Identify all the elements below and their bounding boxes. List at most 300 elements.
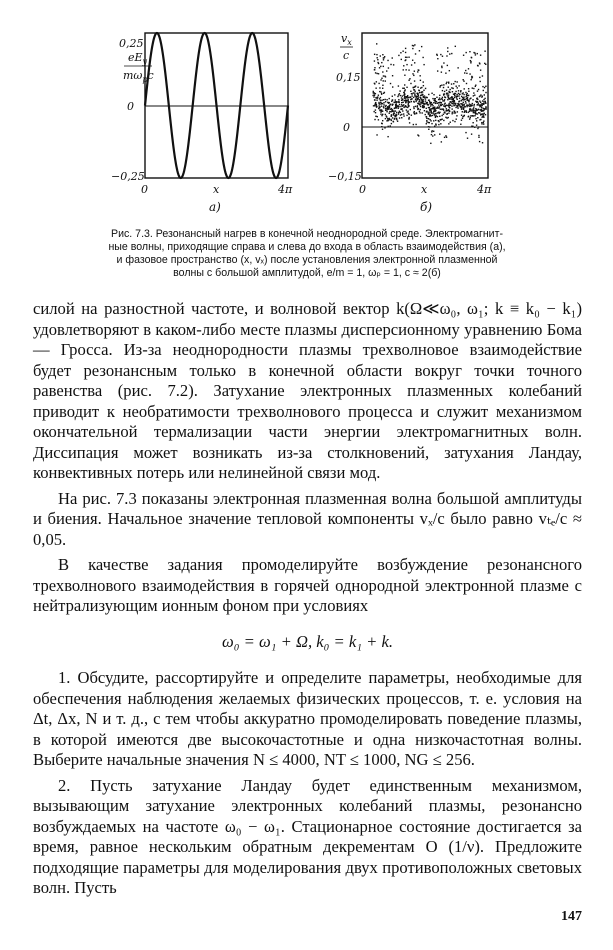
scatter-point [483,108,484,109]
scatter-point [431,111,432,112]
scatter-point [445,72,446,73]
scatter-point [469,118,470,119]
scatter-point [458,101,459,102]
scatter-point [441,119,442,120]
scatter-point [380,100,381,101]
scatter-point [439,116,440,117]
scatter-point [396,101,397,102]
scatter-point [429,122,430,123]
scatter-point [436,101,437,102]
scatter-point [446,82,447,83]
scatter-point [463,55,464,56]
scatter-point [462,97,463,98]
scatter-point [437,55,438,56]
scatter-point [427,104,428,105]
scatter-point [373,105,374,106]
scatter-point [465,52,466,53]
scatter-point [456,118,457,119]
scatter-point [406,109,407,110]
scatter-point [419,112,420,113]
scatter-point [377,116,378,117]
scatter-point [437,107,438,108]
scatter-point [463,96,464,97]
scatter-point [443,105,444,106]
scatter-point [454,121,455,122]
scatter-point [435,120,436,121]
scatter-point [447,51,448,52]
scatter-point [410,97,411,98]
scatter-point [406,115,407,116]
scatter-point [430,105,431,106]
scatter-point [474,104,475,105]
scatter-point [462,111,463,112]
formula-resonance: ω₀ = ω₁ + Ω, k₀ = k₁ + k. [221,631,394,651]
caption-line: ные волны, приходящие справа и слева до входа в область взаимодействия (а), [108,241,506,253]
scatter-point [474,111,475,112]
scatter-point [432,112,433,113]
scatter-point [454,105,455,106]
scatter-point [456,81,457,82]
scatter-point [383,80,384,81]
scatter-point [451,96,452,97]
scatter-point [482,100,483,101]
scatter-point [426,121,427,122]
scatter-point [424,97,425,98]
scatter-point [414,80,415,81]
scatter-point [440,102,441,103]
scatter-point [417,103,418,104]
paragraph-1: силой на разностной частоте, и волновой вектор k(Ω≪ω₀, ω₁; k ≡ k₀ − k₁) удовлетворяют в каком-либо месте плазмы дисперсионному уравнению Бома — Гросса. Из-за неоднородности плазмы трехволновое взаимодействие будет резонансным только в конечной области вокруг точки точного равенства (рис. 7.2). Затухание электронных плазменных колебаний приводит к необратимости трехволнового процесса и служит механизмом окончательной термализации части энергии электромагнитных волн. Диссипация может возникать из-за столкновений, затухания Ландау, конвективных потерь или нелинейной связи мод. [33,299,582,482]
right-panel-label: б) [420,200,433,214]
scatter-point [475,85,476,86]
scatter-point [458,95,459,96]
scatter-point [383,66,384,67]
scatter-point [457,87,458,88]
scatter-point [424,110,425,111]
scatter-point [378,107,379,108]
scatter-point [466,112,467,113]
scatter-point [420,102,421,103]
scatter-point [378,73,379,74]
scatter-point [385,114,386,115]
body-text [33,299,582,904]
scatter-point [442,56,443,57]
scatter-point [451,99,452,100]
scatter-point [408,69,409,70]
scatter-point [438,124,439,125]
scatter-point [398,112,399,113]
scatter-point [449,53,450,54]
scatter-point [389,119,390,120]
scatter-point [472,108,473,109]
scatter-point [426,111,427,112]
scatter-point [452,88,453,89]
scatter-point [397,121,398,122]
scatter-point [413,101,414,102]
scatter-point [439,86,440,87]
left-panel-label: a) [209,200,221,214]
scatter-point [420,80,421,81]
scatter-point [381,115,382,116]
scatter-point [448,109,449,110]
scatter-point [423,64,424,65]
scatter-point [411,95,412,96]
scatter-point [408,99,409,100]
scatter-point [421,112,422,113]
scatter-point [398,113,399,114]
scatter-point [420,109,421,110]
scatter-point [481,123,482,124]
scatter-point [402,51,403,52]
scatter-point [483,99,484,100]
scatter-point [426,108,427,109]
scatter-point [448,123,449,124]
scatter-point [457,111,458,112]
scatter-point [449,89,450,90]
scatter-point [432,108,433,109]
scatter-point [418,70,419,71]
scatter-point [446,90,447,91]
scatter-point [376,54,377,55]
scatter-point [377,59,378,60]
scatter-point [482,86,483,87]
scatter-point [404,106,405,107]
scatter-point [468,99,469,100]
scatter-point [439,99,440,100]
scatter-point [473,52,474,53]
scatter-point [446,94,447,95]
scatter-point [406,87,407,88]
scatter-point [430,109,431,110]
scatter-point [455,91,456,92]
scatter-point [451,83,452,84]
scatter-point [446,83,447,84]
scatter-point [406,57,407,58]
scatter-point [383,75,384,76]
scatter-point [461,100,462,101]
scatter-point [383,106,384,107]
scatter-point [479,141,480,142]
scatter-point [481,107,482,108]
scatter-point [481,122,482,123]
scatter-point [415,106,416,107]
scatter-point [435,110,436,111]
scatter-point [473,105,474,106]
scatter-point [375,105,376,106]
scatter-point [448,103,449,104]
scatter-point [464,106,465,107]
scatter-point [391,120,392,121]
right-xtick-right: 4π [477,183,492,196]
scatter-point [479,81,480,82]
scatter-point [451,53,452,54]
scatter-point [413,106,414,107]
scatter-point [484,108,485,109]
right-ytick-bottom: −0,15 [328,170,362,183]
scatter-point [402,88,403,89]
scatter-point [425,88,426,89]
scatter-point [409,101,410,102]
scatter-point [471,76,472,77]
scatter-point [423,81,424,82]
scatter-point [375,116,376,117]
scatter-point [390,111,391,112]
scatter-point [465,92,466,93]
scatter-point [431,134,432,135]
scatter-point [466,83,467,84]
scatter-point [464,110,465,111]
scatter-point [395,107,396,108]
scatter-point [448,82,449,83]
scatter-point [381,110,382,111]
scatter-point [378,119,379,120]
scatter-point [446,110,447,111]
scatter-point [377,96,378,97]
scatter-point [392,117,393,118]
scatter-point [448,105,449,106]
scatter-point [438,112,439,113]
scatter-point [386,70,387,71]
scatter-point [425,114,426,115]
scatter-point [470,97,471,98]
figure-caption [40,228,574,280]
scatter-point [463,107,464,108]
scatter-point [376,43,377,44]
scatter-point [391,108,392,109]
scatter-point [403,113,404,114]
scatter-point [386,116,387,117]
scatter-point [426,118,427,119]
scatter-point [389,98,390,99]
scatter-point [479,62,480,63]
scatter-point [400,52,401,53]
scatter-point [386,99,387,100]
scatter-point [459,94,460,95]
scatter-point [422,107,423,108]
scatter-point [470,62,471,63]
scatter-point [375,109,376,110]
scatter-point [444,91,445,92]
paragraph-2: На рис. 7.3 показаны электронная плазменная волна большой амплитуды и биения. Начальное значение тепловой компоненты vₓ/c было равно vₜₑ/c ≈ 0,05. [33,488,582,549]
scatter-point [380,79,381,80]
scatter-point [404,98,405,99]
scatter-point [381,102,382,103]
scatter-point [435,98,436,99]
left-ytick-bottom: −0,25 [111,170,145,183]
scatter-point [479,105,480,106]
scatter-point [411,64,412,65]
scatter-point [451,105,452,106]
scatter-point [405,52,406,53]
scatter-point [444,137,445,138]
scatter-point [387,136,388,137]
scatter-point [462,93,463,94]
scatter-point [403,115,404,116]
scatter-point [452,120,453,121]
scatter-point [401,108,402,109]
scatter-point [455,46,456,47]
scatter-point [471,133,472,134]
scatter-point [387,106,388,107]
scatter-point [444,96,445,97]
scatter-point [442,99,443,100]
scatter-point [374,67,375,68]
scatter-point [457,67,458,68]
scatter-point [480,114,481,115]
scatter-point [466,105,467,106]
scatter-point [424,95,425,96]
page-number: 147 [561,909,582,924]
scatter-point [443,62,444,63]
scatter-point [387,60,388,61]
scatter-point [433,120,434,121]
left-ytick-mid: 0 [127,100,134,113]
caption-line: Рис. 7.3. Резонансный нагрев в конечной неоднородной среде. Электромагнит- [111,228,503,240]
scatter-point [415,53,416,54]
scatter-point [419,50,420,51]
scatter-point [437,103,438,104]
right-ylabel-num: $v_x$ [341,32,352,47]
scatter-point [422,100,423,101]
scatter-point [444,112,445,113]
scatter-point [483,117,484,118]
scatter-point [399,90,400,91]
scatter-point [461,115,462,116]
right-xlabel: x [421,183,428,196]
scatter-point [382,111,383,112]
scatter-point [453,102,454,103]
scatter-point [425,98,426,99]
scatter-point [470,60,471,61]
scatter-point [407,110,408,111]
scatter-point [442,90,443,91]
scatter-point [417,71,418,72]
scatter-point [428,113,429,114]
scatter-point [388,67,389,68]
scatter-point [418,95,419,96]
scatter-point [477,53,478,54]
right-ytick-mid: 0 [343,121,350,134]
scatter-point [435,123,436,124]
scatter-point [484,63,485,64]
scatter-point [399,104,400,105]
scatter-point [398,85,399,86]
scatter-point [477,90,478,91]
scatter-point [411,98,412,99]
scatter-point [461,119,462,120]
scatter-point [454,94,455,95]
scatter-point [443,84,444,85]
scatter-point [408,105,409,106]
scatter-point [482,75,483,76]
scatter-point [454,81,455,82]
scatter-point [412,73,413,74]
scatter-point [392,121,393,122]
scatter-point [423,103,424,104]
scatter-point [400,112,401,113]
scatter-point [379,110,380,111]
scatter-point [413,75,414,76]
scatter-point [413,87,414,88]
scatter-point [400,114,401,115]
scatter-point [423,90,424,91]
scatter-point [453,98,454,99]
scatter-point [464,88,465,89]
scatter-point [472,111,473,112]
scatter-point [467,97,468,98]
scatter-point [438,99,439,100]
left-xtick-right: 4π [278,183,293,196]
scatter-point [477,65,478,66]
scatter-point [455,93,456,94]
scatter-point [483,120,484,121]
scatter-point [435,100,436,101]
scatter-point [426,116,427,117]
scatter-point [451,108,452,109]
scatter-point [477,128,478,129]
scatter-point [417,105,418,106]
scatter-point [428,100,429,101]
scatter-point [456,96,457,97]
scatter-point [468,88,469,89]
scatter-point [469,106,470,107]
scatter-point [381,105,382,106]
scatter-point [434,101,435,102]
scatter-point [375,97,376,98]
scatter-point [396,112,397,113]
scatter-point [403,65,404,66]
scatter-point [384,56,385,57]
scatter-point [441,67,442,68]
paragraph-3: В качестве задания промоделируйте возбуждение резонансного трехволнового взаимодействия в горячей однородной электронной плазме с нейтрализующим ионным фоном при условиях [33,555,582,615]
paragraph-4: 1. Обсудите, рассортируйте и определите параметры, необходимые для обеспечения наблюдения желаемых физических процессов, т. е. условия на Δt, Δx, N и т. д., с тем чтобы аккуратно промоделировать поведение плазмы, в которой имеются две высокочастотные и одна низкочастотная волны. Выберите начальные значения N ≤ 4000, NT ≤ 1000, NG ≤ 256. [33,668,582,769]
scatter-point [426,120,427,121]
scatter-point [454,97,455,98]
scatter-point [376,134,377,135]
scatter-point [466,73,467,74]
scatter-point [452,91,453,92]
scatter-point [440,54,441,55]
scatter-point [434,106,435,107]
scatter-point [387,102,388,103]
scatter-point [477,97,478,98]
scatter-point [433,94,434,95]
scatter-point [430,103,431,104]
scatter-point [383,104,384,105]
scatter-point [448,112,449,113]
scatter-point [430,143,431,144]
scatter-point [381,78,382,79]
scatter-point [390,83,391,84]
scatter-point [412,45,413,46]
scatter-point [388,105,389,106]
scatter-point [417,93,418,94]
scatter-point [446,105,447,106]
scatter-point [408,80,409,81]
scatter-point [405,57,406,58]
scatter-point [444,103,445,104]
scatter-point [392,100,393,101]
scatter-point [385,118,386,119]
scatter-point [447,47,448,48]
scatter-point [476,124,477,125]
scatter-point [426,123,427,124]
scatter-point [425,97,426,98]
scatter-point [435,108,436,109]
right-xtick-left: 0 [359,183,366,196]
scatter-point [480,54,481,55]
scatter-point [379,87,380,88]
